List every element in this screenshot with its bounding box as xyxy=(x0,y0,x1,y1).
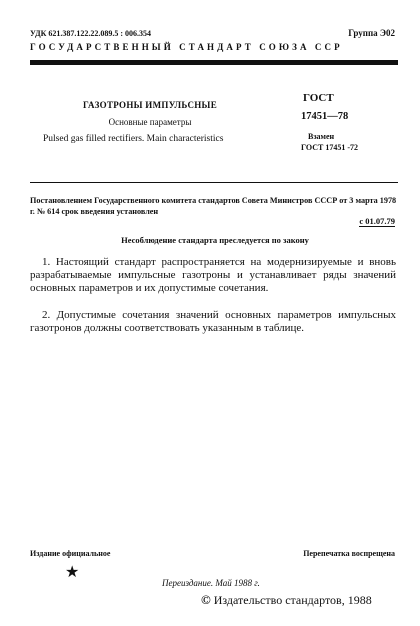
publisher-line xyxy=(201,592,372,608)
reprint-prohibited-label: Перепечатка воспрещена xyxy=(303,549,395,558)
gost-number: 17451—78 xyxy=(301,111,349,122)
udc-code: УДК 621.387.122.22.089.5 : 006.354 xyxy=(30,29,152,38)
paragraph-2: 2. Допустимые сочетания значений основных параметров импульсных газотронов должны соответствовать указанным в таблице. xyxy=(30,309,396,334)
document-subtitle: Основные параметры xyxy=(108,117,192,127)
section-divider xyxy=(30,182,398,183)
publisher-name: Издательство стандартов, 1988 xyxy=(213,593,372,607)
copyright-icon: © xyxy=(201,592,211,607)
star-icon: ★ xyxy=(65,564,80,581)
legal-warning: Несоблюдение стандарта преследуется по закону xyxy=(121,235,309,245)
official-edition-label: Издание официальное xyxy=(30,549,111,558)
state-standard-heading: ГОСУДАРСТВЕННЫЙ СТАНДАРТ СОЮЗА ССР xyxy=(30,42,343,52)
header-rule xyxy=(30,60,398,65)
decree-text: Постановлением Государственного комитета стандартов Совета Министров СССР от 3 марта 1978 г. № 614 срок введения установлен xyxy=(30,196,397,216)
document-title: ГАЗОТРОНЫ ИМПУЛЬСНЫЕ xyxy=(83,100,217,110)
group-code: Группа Э02 xyxy=(348,28,395,38)
english-title: Pulsed gas filled rectifiers. Main characteristics xyxy=(43,134,224,144)
paragraph-1: 1. Настоящий стандарт распространяется на модернизируемые и вновь разрабатываемые импульсные газотроны и устанавливает ряды значений основных параметров и их допустимые сочетания. xyxy=(30,256,396,294)
effective-date: с 01.07.79 xyxy=(359,216,395,226)
reissue-note: Переиздание. Май 1988 г. xyxy=(162,578,260,588)
replaced-label: Взамен xyxy=(308,132,335,141)
gost-label: ГОСТ xyxy=(303,92,334,104)
replaced-gost-number: ГОСТ 17451 -72 xyxy=(301,143,358,152)
